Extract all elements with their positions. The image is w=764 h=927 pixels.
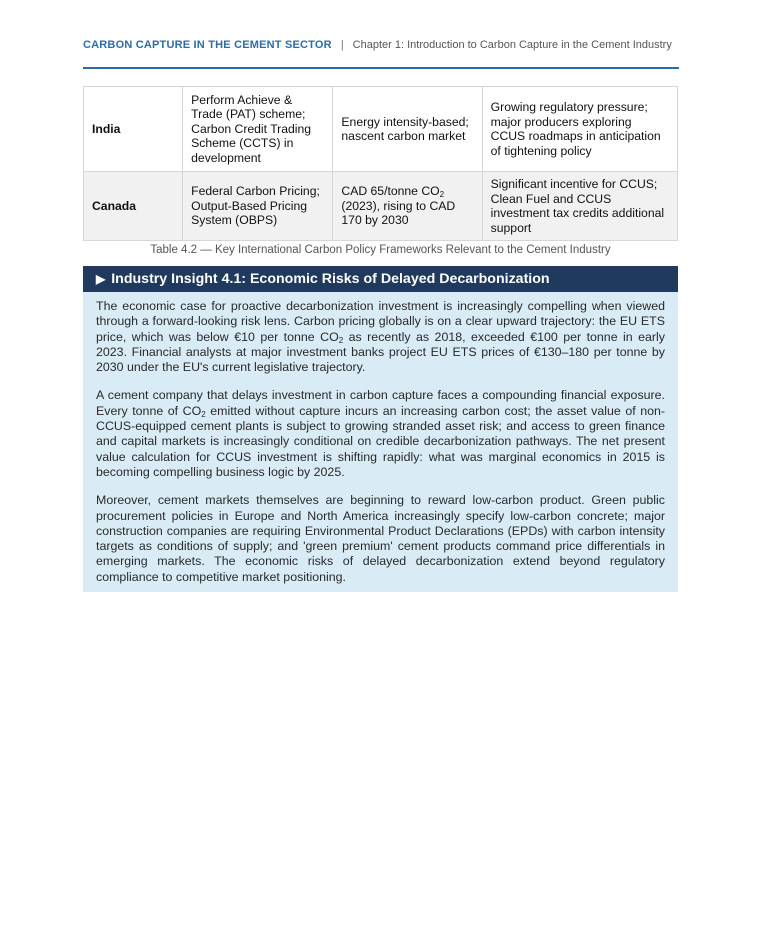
insight-paragraph-3: Moreover, cement markets themselves are beginning to reward low-carbon product. Green public procurement policies in Europe and North America increasingly specify low-carbon concrete; major construction companies are requiring Environmental Product Declarations (EPDs) with carbon intensity targets as conditions of supply; and 'green premium' cement products command price differentials in emerging markets. The economic risks of delayed decarbonization extend beyond regulatory compliance to competitive market positioning.	[96, 493, 665, 584]
policy-table	[83, 86, 678, 241]
paragraph-text: as recently as 2018, exceeded €100 per tonne in early 2023. Financial analysts at major investment banks project EU ETS prices of €130–180 per tonne by 2030 under the EU's current legislative trajectory.	[96, 329, 665, 375]
table-caption: Table 4.2 — Key International Carbon Policy Frameworks Relevant to the Cement Industry	[150, 244, 611, 256]
table-cell-implication: Growing regulatory pressure; major producers exploring CCUS roadmaps in anticipation of tightening policy	[482, 87, 677, 172]
header-chapter-title: Chapter 1: Introduction to Carbon Capture in the Cement Industry	[352, 39, 672, 51]
pricing-text-start: CAD 65/tonne CO	[341, 184, 440, 199]
running-header	[83, 38, 679, 53]
co2-subscript: 2	[338, 335, 344, 345]
insight-title-bar	[83, 266, 678, 292]
insight-paragraph-1	[96, 299, 665, 375]
paragraph-text: emitted without capture incurs an increasing carbon cost; the asset value of non-CCUS-equipped cement plants is subject to growing stranded asset risk; and access to green finance and capital markets is increasingly conditional on credible decarbonization pathways. The net present value calculation for CCUS investment is shifting rapidly: what was marginal economics in 2015 is becoming compelling business logic by 2025.	[96, 403, 665, 479]
table-cell-implication: Significant incentive for CCUS; Clean Fuel and CCUS investment tax credits additional support	[482, 172, 677, 241]
insight-paragraph-2	[96, 388, 665, 480]
co2-subscript: 2	[439, 190, 445, 200]
table-cell-pricing	[333, 172, 482, 241]
table-cell-pricing: Energy intensity-based; nascent carbon market	[333, 87, 482, 172]
play-arrow-icon: ▶	[96, 272, 106, 286]
table-cell-policy: Perform Achieve & Trade (PAT) scheme; Carbon Credit Trading Scheme (CCTS) in development	[183, 87, 333, 172]
pricing-text-end: (2023), rising to CAD 170 by 2030	[341, 198, 456, 228]
insight-body	[83, 292, 678, 592]
table-cell-country: India	[84, 87, 183, 172]
header-separator: |	[340, 39, 344, 51]
paragraph-text: The economic case for proactive decarbonization investment is increasingly compelling when viewed through a forward-looking risk lens. Carbon pricing globally is on a clear upward trajectory: the EU ETS price, which was below €10 per tonne CO	[96, 299, 665, 344]
table-cell-policy: Federal Carbon Pricing; Output-Based Pricing System (OBPS)	[183, 172, 333, 241]
paragraph-text: A cement company that delays investment in carbon capture faces a compounding financial exposure. Every tonne of CO	[96, 388, 665, 418]
table-row-canada	[84, 172, 678, 241]
header-rule	[83, 67, 679, 69]
co2-subscript: 2	[201, 409, 206, 419]
table-row-india	[84, 87, 678, 172]
insight-title: Industry Insight 4.1: Economic Risks of Delayed Decarbonization	[111, 271, 550, 287]
table-cell-country: Canada	[84, 172, 183, 241]
header-book-title: CARBON CAPTURE IN THE CEMENT SECTOR	[83, 39, 332, 51]
